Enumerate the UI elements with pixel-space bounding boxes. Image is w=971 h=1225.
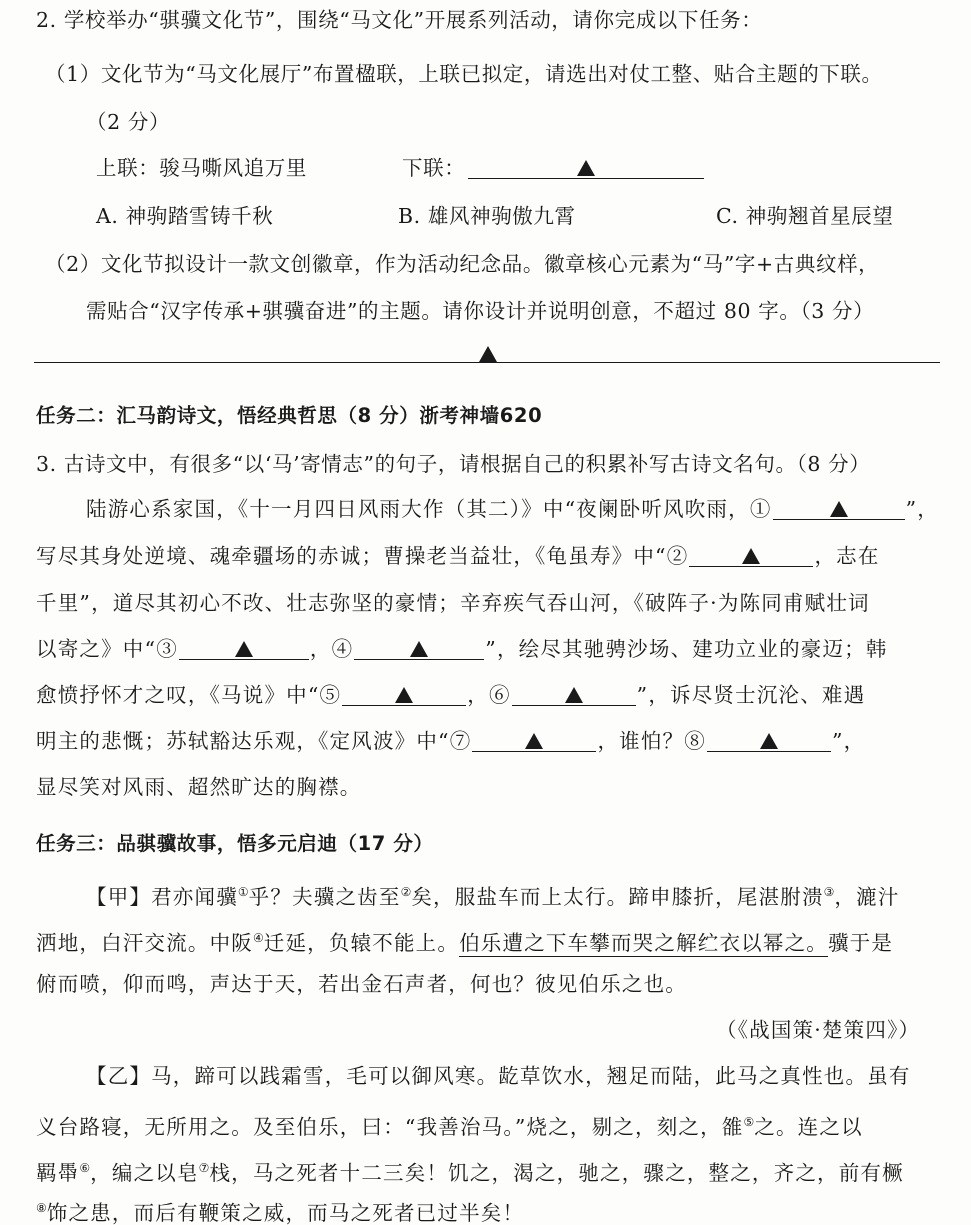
q2-part1-score: （2 分）	[86, 110, 171, 134]
blank-4[interactable]	[354, 639, 484, 660]
q3-line2: 写尽其身处逆境、魂牵疆场的赤诚；曹操老当益壮，《龟虽寿》中“② ，志在	[36, 544, 880, 568]
couplet-upper: 上联：骏马嘶风追万里	[96, 156, 307, 180]
q3-line7: 显尽笑对风雨、超然旷达的胸襟。	[36, 775, 362, 799]
answer-rule[interactable]	[34, 362, 940, 363]
blank-7[interactable]	[472, 731, 596, 752]
blank-1[interactable]	[773, 499, 905, 520]
blank-8[interactable]	[707, 731, 831, 752]
yi-line4: ⑧饰之患，而后有鞭策之威，而马之死者已过半矣！	[36, 1201, 525, 1225]
yi-line2: 义台路寝，无所用之。及至伯乐，曰：“我善治马。”烧之，剔之，刻之，雒⑤之。连之以	[36, 1115, 863, 1139]
answer-triangle-icon	[565, 687, 583, 703]
yi-line1: 【乙】马，蹄可以践霜雪，毛可以御风寒。龁草饮水，翘足而陆，此马之真性也。虽有	[86, 1064, 911, 1088]
q3-line3: 千里”，道尽其初心不改、壮志弥坚的豪情；辛弃疾气吞山河，《破阵子·为陈同甫赋壮词	[36, 591, 870, 615]
watermark-text: 浙考神墙620	[419, 404, 543, 427]
q2-stem: 2. 学校举办“骐骥文化节”，围绕“马文化”开展系列活动，请你完成以下任务：	[36, 8, 763, 32]
q3-stem: 3. 古诗文中，有很多“以‘马’寄情志”的句子，请根据自己的积累补写古诗文名句。（8 分）	[36, 452, 871, 476]
blank-2[interactable]	[689, 546, 813, 567]
couplet-lower-label: 下联：	[402, 156, 466, 180]
q3-line1: 陆游心系家国，《十一月四日风雨大作（其二）》中“夜阑卧听风吹雨，① ”，	[86, 497, 939, 521]
jia-source: （《战国策·楚策四》）	[716, 1018, 921, 1042]
underlined-sentence: 伯乐遭之下车攀而哭之解纻衣以幂之。	[459, 931, 828, 955]
answer-triangle-icon	[830, 501, 848, 517]
q3-line4: 以寄之》中“③ ，④ ”，绘尽其驰骋沙场、建功立业的豪迈；韩	[36, 637, 888, 661]
blank-5[interactable]	[342, 685, 466, 706]
blank-6[interactable]	[512, 685, 636, 706]
option-c: C. 神驹翘首星辰望	[716, 204, 894, 228]
answer-triangle-icon	[760, 733, 778, 749]
q2-part1-line1: （1）文化节为“马文化展厅”布置楹联，上联已拟定，请选出对仗工整、贴合主题的下联。	[45, 62, 883, 86]
couplet-lower-blank[interactable]	[468, 158, 704, 179]
blank-3[interactable]	[179, 639, 309, 660]
q3-line6: 明主的悲慨；苏轼豁达乐观，《定风波》中“⑦ ，谁怕？⑧ ”，	[36, 729, 866, 753]
q2-part2-line1: （2）文化节拟设计一款文创徽章，作为活动纪念品。徽章核心元素为“马”字+古典纹样，	[45, 252, 880, 276]
yi-line3: 羁馽⑥，编之以皂⑦栈，马之死者十二三矣！饥之，渴之，驰之，骤之，整之，齐之，前有橛	[36, 1161, 904, 1185]
answer-triangle-icon	[410, 641, 428, 657]
jia-line3: 俯而喷，仰而鸣，声达于天，若出金石声者，何也？彼见伯乐之也。	[36, 972, 687, 996]
q3-line5: 愈愤抒怀才之叹，《马说》中“⑤ ，⑥ ”，诉尽贤士沉沦、难遇	[36, 683, 866, 707]
task2-title: 任务二：汇马韵诗文，悟经典哲思（8 分）浙考神墙620	[36, 404, 543, 427]
answer-triangle-icon	[742, 548, 760, 564]
jia-line1: 【甲】君亦闻骥①乎？夫骥之齿至②矣，服盐车而上太行。蹄申膝折，尾湛胕溃③，漉汁	[86, 885, 900, 909]
answer-triangle-icon	[525, 733, 543, 749]
task3-title: 任务三：品骐骥故事，悟多元启迪（17 分）	[36, 832, 434, 855]
option-a: A. 神驹踏雪铸千秋	[96, 204, 274, 228]
answer-triangle-icon	[577, 160, 595, 176]
option-b: B. 雄风神驹傲九霄	[398, 204, 576, 228]
q2-part2-line2: 需贴合“汉字传承+骐骥奋进”的主题。请你设计并说明创意，不超过 80 字。（3 分）	[86, 299, 875, 323]
answer-triangle-icon	[235, 641, 253, 657]
jia-line2: 洒地，白汗交流。中阪④迁延，负辕不能上。伯乐遭之下车攀而哭之解纻衣以幂之。骥于是	[36, 931, 894, 955]
answer-triangle-icon	[395, 687, 413, 703]
